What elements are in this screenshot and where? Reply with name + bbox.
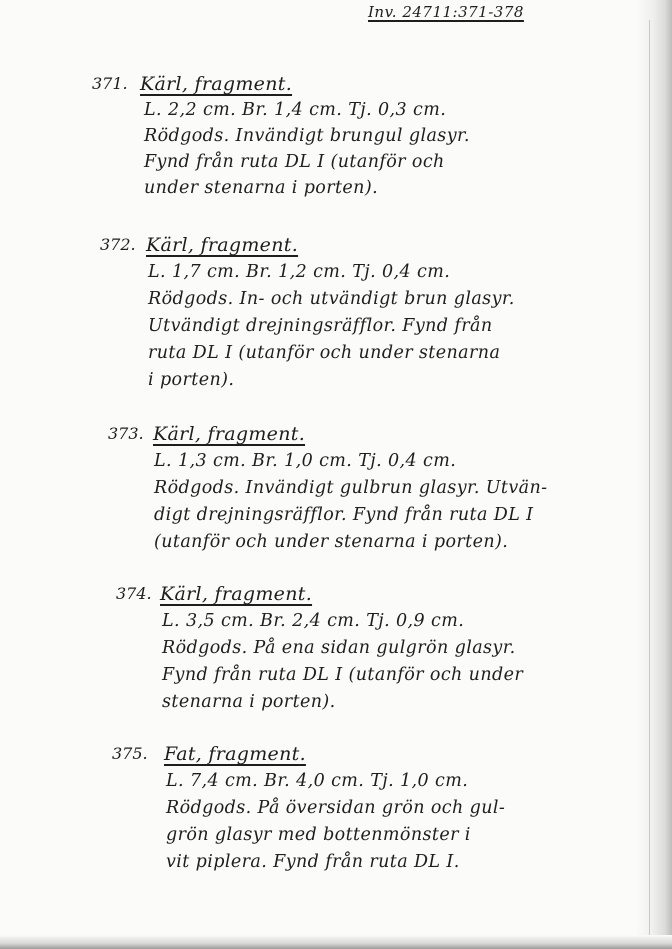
entry-line: Rödgods. In- och utvändigt brun glasyr.: [148, 289, 515, 309]
entry-line: L. 1,7 cm. Br. 1,2 cm. Tj. 0,4 cm.: [148, 262, 451, 282]
entry-line: L. 1,3 cm. Br. 1,0 cm. Tj. 0,4 cm.: [154, 451, 457, 471]
entry-number: 374.: [116, 584, 152, 603]
entry-line: i porten).: [148, 370, 235, 390]
entry-line: Utvändigt drejningsräfflor. Fynd från: [148, 316, 493, 336]
entry-number: 371.: [92, 74, 128, 93]
entry-line: grön glasyr med bottenmönster i: [166, 825, 471, 845]
entry-line: stenarna i porten).: [162, 692, 336, 712]
entry-title: Kärl, fragment.: [160, 583, 313, 605]
entry-title: Kärl, fragment.: [140, 73, 293, 95]
entry-title: Fat, fragment.: [164, 743, 306, 765]
inventory-reference: Inv. 24711:371-378: [368, 3, 524, 21]
entry-line: L. 2,2 cm. Br. 1,4 cm. Tj. 0,3 cm.: [144, 100, 447, 120]
entry-number: 373.: [108, 424, 144, 443]
entry-title: Kärl, fragment.: [153, 423, 306, 445]
entry-line: L. 7,4 cm. Br. 4,0 cm. Tj. 1,0 cm.: [166, 771, 469, 791]
entry-line: vit piplera. Fynd från ruta DL I.: [166, 852, 460, 872]
entry-line: Fynd från ruta DL I (utanför och: [144, 152, 445, 172]
page-edge-shadow: [636, 0, 672, 949]
entry-line: Rödgods. Invändigt brungul glasyr.: [144, 126, 470, 146]
entry-line: (utanför och under stenarna i porten).: [154, 532, 509, 552]
entry-line: under stenarna i porten).: [144, 178, 379, 198]
entry-line: digt drejningsräfflor. Fynd från ruta DL I: [154, 505, 534, 525]
entry-line: Rödgods. Invändigt gulbrun glasyr. Utvän-: [154, 478, 548, 498]
entry-line: Rödgods. På ena sidan gulgrön glasyr.: [162, 638, 516, 658]
entry-line: Rödgods. På översidan grön och gul-: [166, 798, 506, 818]
page-edge-line: [649, 20, 650, 949]
entry-title: Kärl, fragment.: [146, 234, 299, 256]
entry-number: 375.: [112, 744, 148, 763]
entry-number: 372.: [100, 235, 136, 254]
page-bottom-shadow: [0, 935, 672, 949]
entry-line: ruta DL I (utanför och under stenarna: [148, 343, 501, 363]
entry-line: Fynd från ruta DL I (utanför och under: [162, 665, 524, 685]
entry-line: L. 3,5 cm. Br. 2,4 cm. Tj. 0,9 cm.: [162, 611, 465, 631]
